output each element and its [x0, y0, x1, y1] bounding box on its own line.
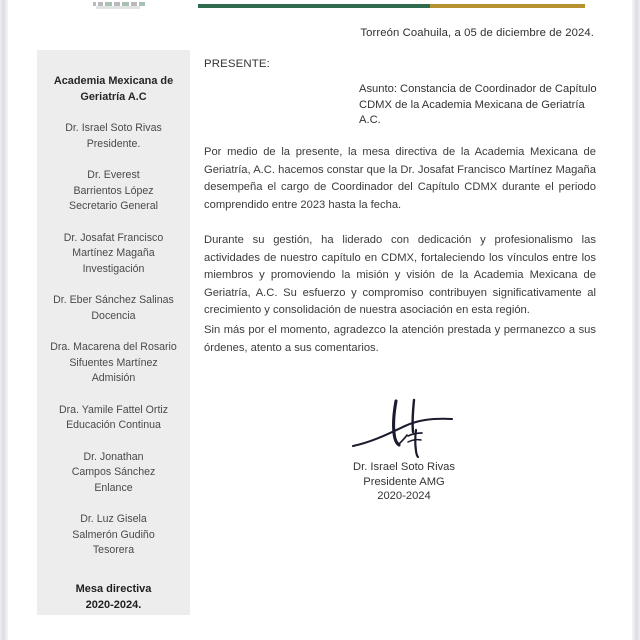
member-name: Salmerón Gudiño — [72, 528, 155, 541]
document-page — [8, 0, 632, 640]
letterhead-green-rule — [198, 4, 433, 8]
board-member — [43, 450, 184, 497]
subject-block — [359, 82, 599, 129]
member-role: Investigación — [82, 262, 145, 275]
member-name: Sifuentes Martínez — [69, 356, 158, 369]
board-member — [43, 403, 184, 434]
sidebar-heading-line-2: Geriatría A.C — [80, 90, 147, 103]
sidebar-footer — [43, 581, 184, 613]
letter-paragraph-1: Por medio de la presente, la mesa directiva de la Academia Mexicana de Geriatría, A.C. hacemos constar que la Dr. Josafat Francisco Martínez Magaña desempeña el cargo de Coordinador del Capítulo CDMX durante el periodo comprendido entre 2023 hasta la fecha. — [204, 146, 596, 211]
member-name: Dr. Luz Gisela — [80, 513, 147, 525]
signatory-period: 2020-2024 — [377, 490, 431, 503]
signature-block — [304, 392, 504, 504]
board-of-directors-sidebar — [37, 50, 190, 615]
member-role: Educación Continua — [66, 419, 161, 431]
sidebar-footer-line-2: 2020-2024. — [85, 598, 142, 611]
member-name: Martínez Magaña — [72, 247, 155, 259]
salutation: PRESENTE: — [204, 58, 270, 70]
member-name: Campos Sánchez — [71, 466, 156, 478]
date-line: Torreón Coahuila, a 05 de diciembre de 2024. — [360, 27, 594, 39]
subject-line-1: Asunto: Constancia de Coordinador de Capítulo — [359, 83, 597, 95]
board-member — [43, 121, 184, 152]
page-gutter-right — [632, 0, 640, 640]
member-name: Dr. Jonathan — [83, 450, 144, 463]
letter-body — [204, 58, 600, 354]
board-member — [43, 231, 184, 278]
letterhead — [8, 0, 632, 12]
sidebar-footer-line-1: Mesa directiva — [75, 582, 152, 595]
member-name: Dr. Eber Sánchez Salinas — [53, 294, 174, 306]
sidebar-heading — [43, 74, 184, 105]
signatory-title: Presidente AMG — [363, 475, 445, 488]
member-role: Enlance — [94, 481, 133, 494]
member-role: Docencia — [91, 309, 136, 322]
member-role: Admisión — [91, 372, 136, 384]
member-name: Barrientos López — [73, 184, 154, 197]
letterhead-gold-rule — [430, 4, 585, 8]
board-member — [43, 168, 184, 215]
member-name: Dr. Everest — [87, 169, 140, 181]
member-role: Secretario General — [69, 200, 158, 212]
signature-mark-icon — [304, 392, 504, 460]
member-name: Dr. Josafat Francisco — [63, 231, 164, 244]
letter-paragraph-2: Durante su gestión, ha liderado con dedicación y profesionalismo las actividades de nuestro capítulo en CDMX, fortaleciendo los vínculos entre los miembros y promoviendo la misión y visión de la Academia Mexicana de Geriatría, A.C. Su esfuerzo y compromiso contribuyen significativamente al crecimiento y consolidación de nuestra asociación en esta región. — [204, 234, 596, 317]
letter-paragraph-3: Sin más por el momento, agradezco la atención prestada y permanezco a sus órdenes, atento a sus comentarios. — [204, 324, 596, 354]
academia-logo-subtitle — [96, 6, 140, 9]
subject-line-2: CDMX de la Academia Mexicana de Geriatría A.C. — [359, 98, 585, 126]
board-member — [43, 340, 184, 387]
member-role: Presidente. — [86, 137, 141, 150]
page-gutter-left — [0, 0, 8, 640]
sidebar-heading-line-1: Academia Mexicana de — [53, 75, 174, 87]
signatory-name: Dr. Israel Soto Rivas — [353, 461, 455, 473]
board-member — [43, 512, 184, 559]
member-name: Dra. Yamile Fattel Ortiz — [58, 403, 169, 416]
member-name: Dr. Israel Soto Rivas — [65, 122, 162, 134]
member-name: Dra. Macarena del Rosario — [50, 341, 177, 353]
board-member — [43, 293, 184, 324]
member-role: Tesorera — [92, 544, 135, 556]
